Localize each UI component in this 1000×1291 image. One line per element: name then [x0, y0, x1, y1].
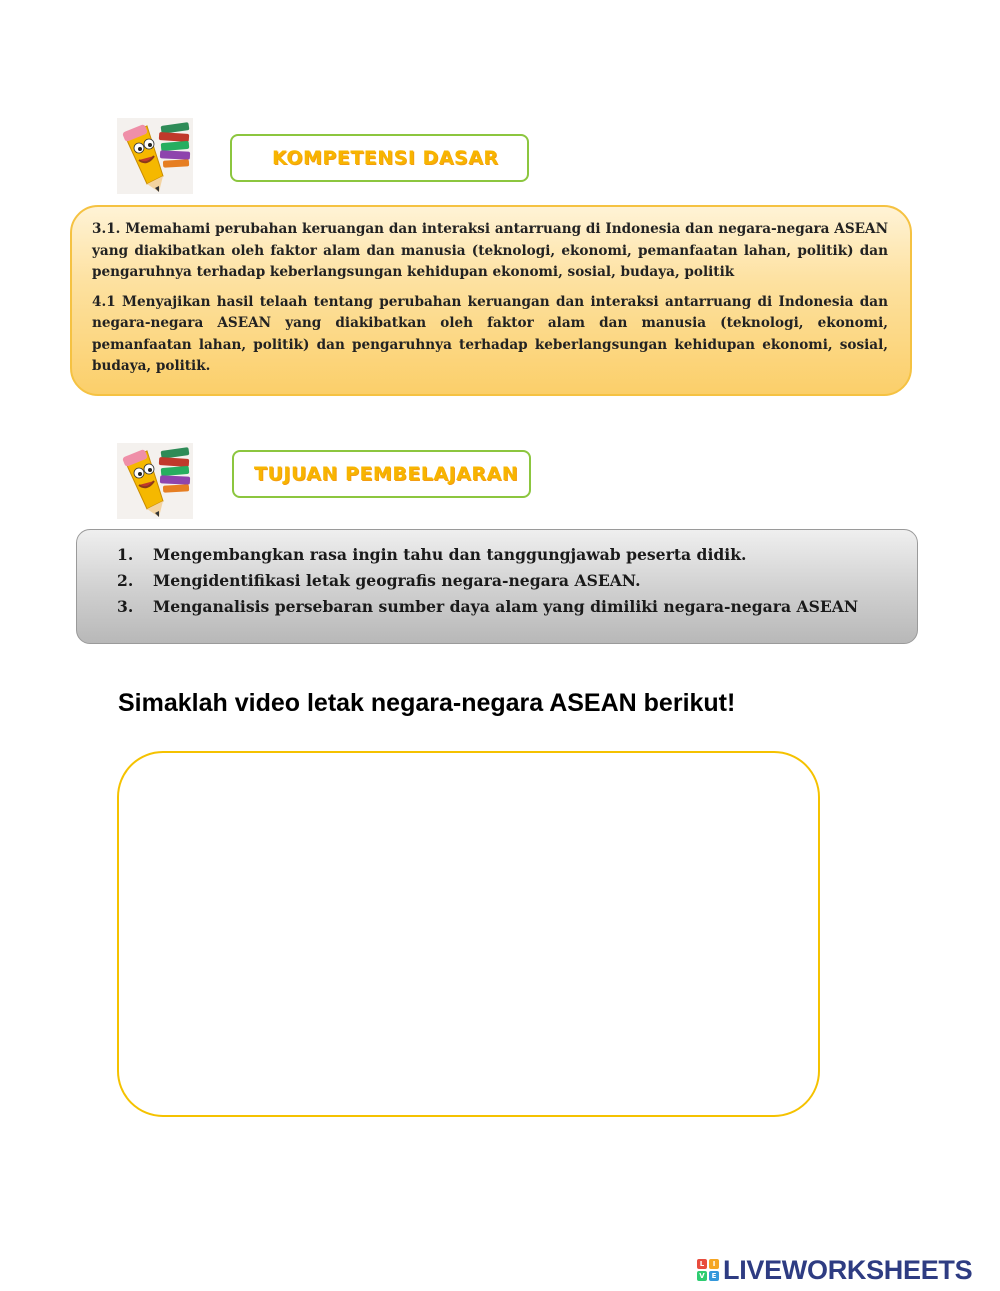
kompetensi-item-4-1: 4.1 Menyajikan hasil telaah tentang perubahan keruangan dan interaksi antarruang di Indonesia dan negara-negara ASEAN yang diakibatkan oleh faktor alam dan manusia (teknologi, ekonomi, pemanfaatan lahan, politik) dan pengaruhnya terhadap keberlangsungan kehidupan ekonomi, sosial, budaya, politik.	[92, 293, 888, 374]
pencil-with-books-icon	[117, 443, 193, 519]
list-item-text: Menganalisis persebaran sumber daya alam yang dimiliki negara-negara ASEAN	[153, 597, 859, 616]
liveworksheets-logo-icon	[697, 1259, 719, 1281]
list-item-text: Mengidentifikasi letak geografis negara-negara ASEAN.	[153, 571, 641, 590]
kompetensi-dasar-label: KOMPETENSI DASAR	[230, 134, 529, 182]
list-item	[117, 568, 897, 594]
pencil-with-books-icon	[117, 118, 193, 194]
list-item-number: 1.	[117, 545, 134, 564]
tujuan-pembelajaran-box	[76, 529, 918, 644]
liveworksheets-wordmark: LIVEWORKSHEETS	[723, 1254, 973, 1285]
logo-letter-v: V	[697, 1271, 707, 1281]
list-item-number: 2.	[117, 571, 134, 590]
logo-letter-e: E	[709, 1271, 719, 1281]
video-instruction: Simaklah video letak negara-negara ASEAN berikut!	[118, 689, 736, 717]
list-item	[117, 594, 897, 620]
list-item-number: 3.	[117, 597, 134, 616]
liveworksheets-brand[interactable]	[697, 1255, 972, 1285]
logo-letter-l: L	[697, 1259, 707, 1269]
video-frame[interactable]	[117, 751, 820, 1117]
list-item	[117, 542, 897, 568]
list-item-text: Mengembangkan rasa ingin tahu dan tanggungjawab peserta didik.	[153, 545, 747, 564]
kompetensi-item-3-1: 3.1. Memahami perubahan keruangan dan interaksi antarruang di Indonesia dan negara-negara ASEAN yang diakibatkan oleh faktor alam dan manusia (teknologi, ekonomi, pemanfaatan lahan, politik) dan pengaruhnya terhadap keberlangsungan kehidupan ekonomi, sosial, budaya, politik	[92, 221, 888, 280]
logo-letter-i: I	[709, 1259, 719, 1269]
tujuan-list	[117, 542, 897, 620]
tujuan-pembelajaran-label: TUJUAN PEMBELAJARAN	[232, 450, 531, 498]
kompetensi-dasar-box	[70, 205, 912, 396]
